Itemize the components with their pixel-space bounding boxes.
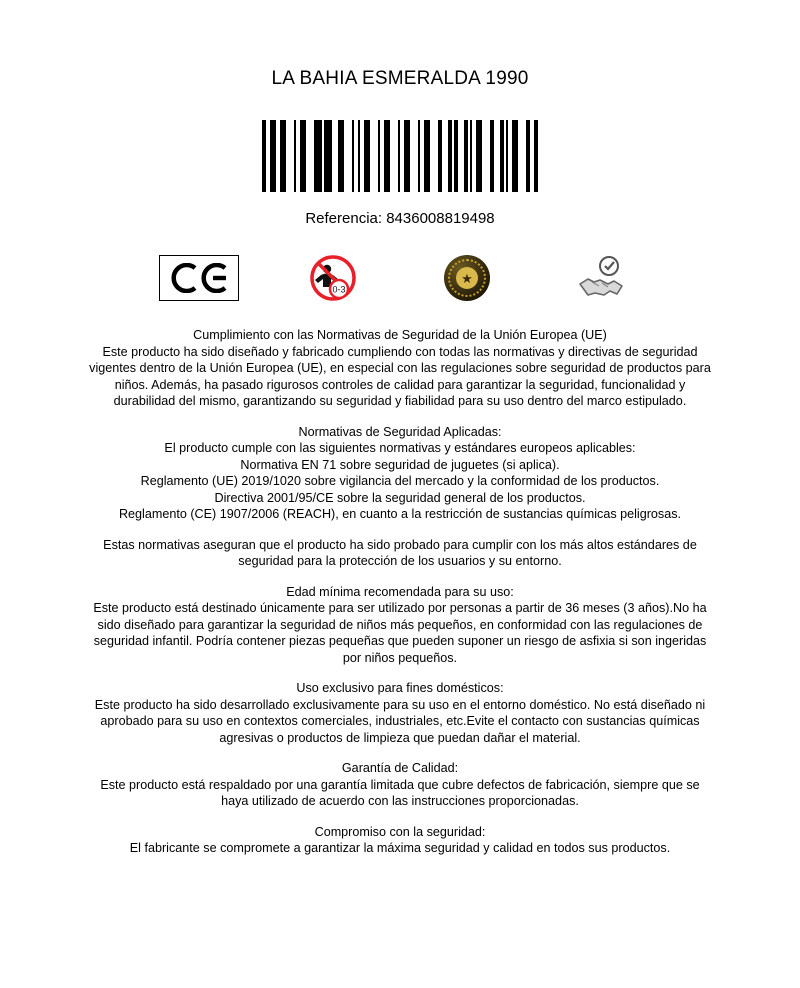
- barcode-space: [370, 120, 378, 192]
- section-line: agresivas o productos de limpieza que puedan dañar el material.: [219, 730, 581, 745]
- section-line: sido diseñado para garantizar la seguridad de niños más pequeños, en conformidad con las regulaciones de: [97, 617, 703, 632]
- section-line: seguridad para la protección de los usuarios y su entorno.: [238, 554, 562, 568]
- legal-section: [60, 824, 740, 857]
- barcode-space: [390, 120, 398, 192]
- quality-medal-icon: ★: [427, 253, 507, 303]
- barcode-space: [518, 120, 526, 192]
- section-line: Este producto está respaldado por una garantía limitada que cubre defectos de fabricación, siempre que se: [100, 777, 700, 792]
- section-line: Este producto está destinado únicamente para ser utilizado por personas a partir de 36 meses (3 años).No ha: [93, 601, 707, 615]
- section-line: seguridad infantil. Podría contener piezas pequeñas que pueden suponer un riesgo de asfixia si son ingeridas: [93, 634, 707, 648]
- legal-section: [60, 424, 740, 523]
- reference-label: Referencia: 8436008819498: [305, 210, 495, 227]
- ce-letter-e: [201, 263, 227, 293]
- section-line: Normativa EN 71 sobre seguridad de juguetes (si aplica).: [240, 457, 560, 472]
- barcode: [60, 120, 740, 192]
- section-line: durabilidad del mismo, garantizando su seguridad y fiabilidad para su uso dentro del marco estipulado.: [113, 394, 687, 408]
- age-restriction-0-3-icon: [293, 253, 373, 303]
- section-line: Directiva 2001/95/CE sobre la seguridad general de los productos.: [214, 490, 586, 505]
- barcode-bars: [262, 120, 538, 192]
- ce-letter-c: [171, 263, 197, 293]
- page-title: LA BAHIA ESMERALDA 1990: [271, 68, 529, 89]
- ce-mark-icon: [159, 253, 239, 303]
- section-line: Reglamento (CE) 1907/2006 (REACH), en cuanto a la restricción de sustancias químicas peligrosas.: [118, 507, 682, 521]
- section-line: El fabricante se compromete a garantizar la máxima seguridad y calidad en todos sus productos.: [129, 841, 671, 855]
- section-line: por niños pequeños.: [342, 650, 458, 665]
- barcode-space: [410, 120, 418, 192]
- legal-section: [60, 680, 740, 746]
- section-line: aprobado para su uso en contextos comerciales, industriales, etc.Evite el contacto con sustancias químicas: [100, 714, 700, 728]
- barcode-space: [286, 120, 294, 192]
- document-page: [0, 68, 800, 988]
- section-line: haya utilizado de acuerdo con las instrucciones proporcionadas.: [221, 794, 579, 808]
- section-heading: Garantía de Calidad:: [341, 761, 459, 775]
- svg-text:0-3: 0-3: [332, 284, 346, 295]
- barcode-bar: [314, 120, 322, 192]
- barcode-space: [482, 120, 490, 192]
- section-heading: Edad mínima recomendada para su uso:: [286, 584, 514, 599]
- legal-section: [60, 327, 740, 410]
- legal-text-body: [60, 327, 740, 857]
- barcode-space: [344, 120, 352, 192]
- barcode-space: [430, 120, 438, 192]
- barcode-space: [306, 120, 314, 192]
- section-heading: Cumplimiento con las Normativas de Seguridad de la Unión Europea (UE): [193, 328, 607, 342]
- barcode-bar: [534, 120, 538, 192]
- section-line: Este producto ha sido diseñado y fabricado cumpliendo con todas las normativas y directivas de seguridad: [102, 344, 698, 359]
- section-line: Reglamento (UE) 2019/1020 sobre vigilancia del mercado y la conformidad de los productos.: [140, 474, 660, 488]
- section-line: El producto cumple con las siguientes normativas y estándares europeos aplicables:: [164, 441, 636, 455]
- section-heading: Compromiso con la seguridad:: [314, 824, 486, 839]
- section-line: Estas normativas aseguran que el producto ha sido probado para cumplir con los más altos estándares de: [103, 537, 697, 552]
- legal-section: [60, 584, 740, 667]
- section-line: Este producto ha sido desarrollado exclusivamente para su uso en el entorno doméstico. No está diseñado ni: [94, 697, 706, 712]
- legal-section: [60, 537, 740, 570]
- barcode-bar: [324, 120, 332, 192]
- section-heading: Uso exclusivo para fines domésticos:: [296, 681, 504, 695]
- certification-icons: [60, 253, 740, 303]
- section-line: niños. Además, ha pasado rigurosos controles de calidad para garantizar la seguridad, funcionalidad y: [114, 377, 686, 392]
- handshake-quality-icon: [561, 253, 641, 303]
- section-heading: Normativas de Seguridad Aplicadas:: [298, 424, 502, 439]
- legal-section: [60, 760, 740, 810]
- section-line: vigentes dentro de la Unión Europea (UE), en especial con las regulaciones sobre seguridad de productos para: [89, 361, 711, 375]
